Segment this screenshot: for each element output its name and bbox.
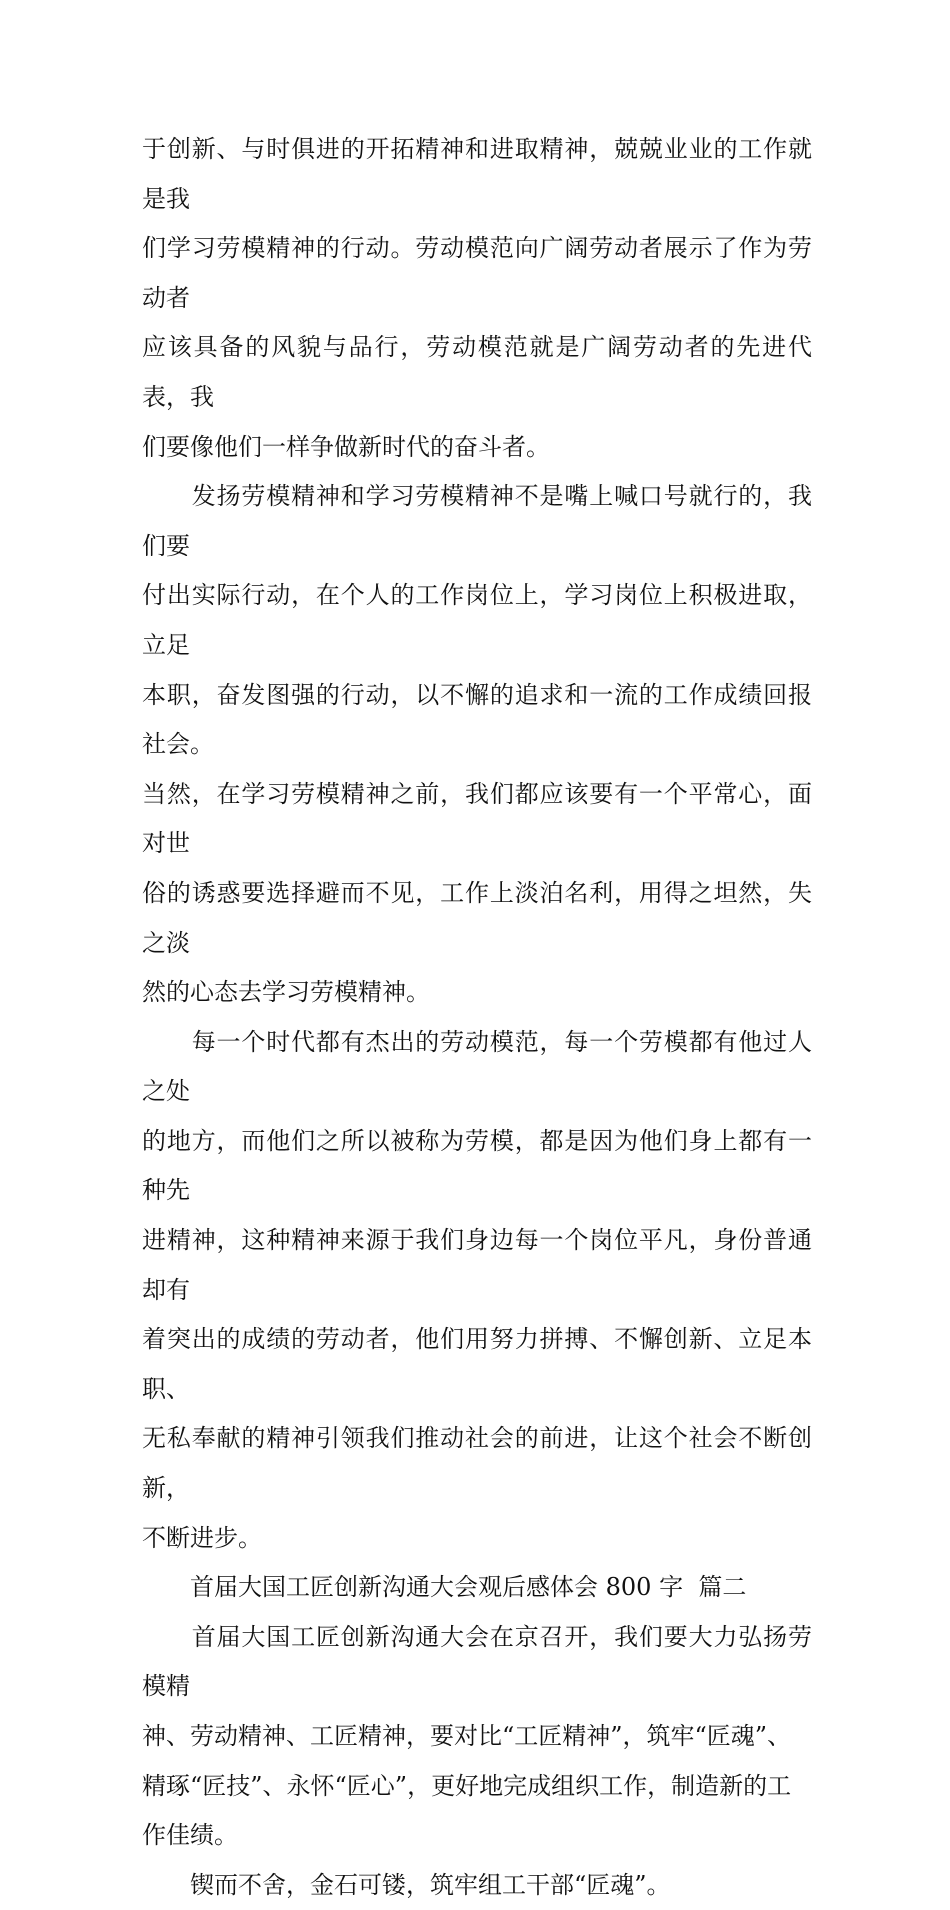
paragraph-2: [142, 472, 812, 1018]
text-line: 付出实际行动，在个人的工作岗位上，学习岗位上积极进取，立足: [142, 581, 812, 659]
text-line: 们学习劳模精神的行动。劳动模范向广阔劳动者展示了作为劳动者: [142, 234, 812, 312]
text-line: 神、劳动精神、工匠精神，要对比“工匠精神”，筑牢“匠魂”、: [142, 1722, 792, 1750]
text-line: 于创新、与时俱进的开拓精神和进取精神，兢兢业业的工作就是我: [142, 135, 812, 213]
text-line: 当然，在学习劳模精神之前，我们都应该要有一个平常心，面对世: [142, 779, 812, 858]
text-line: 本职，奋发图强的行动，以不懈的追求和一流的工作成绩回报社会。: [142, 680, 812, 759]
text-line: 作佳绩。: [142, 1821, 238, 1850]
text-line: 每一个时代都有杰出的劳动模范，每一个劳模都有他过人之处: [142, 1027, 812, 1106]
text-line: 精琢“匠技”、永怀“匠心”，更好地完成组织工作，制造新的工: [142, 1771, 792, 1800]
text-line: 首届大国工匠创新沟通大会观后感体会 800 字 篇二: [142, 1573, 747, 1602]
text-line: 们要像他们一样争做新时代的奋斗者。: [142, 432, 550, 461]
text-line: 发扬劳模精神和学习劳模精神不是嘴上喊口号就行的，我们要: [142, 482, 812, 560]
text-line: 锲而不舍，金石可镂，筑牢组工干部“匠魂”。: [142, 1870, 671, 1899]
text-line: 的地方，而他们之所以被称为劳模，都是因为他们身上都有一种先: [142, 1126, 812, 1205]
document-body: [142, 125, 812, 1910]
paragraph-1: [142, 125, 812, 472]
paragraph-5: [142, 1861, 812, 1910]
text-line: 着突出的成绩的劳动者，他们用努力拼搏、不懈创新、立足本职、: [142, 1325, 812, 1403]
text-line: 然的心态去学习劳模精神。: [142, 978, 430, 1007]
text-line: 首届大国工匠创新沟通大会在京召开，我们要大力弘扬劳模精: [142, 1622, 812, 1701]
text-line: 俗的诱惑要选择避而不见，工作上淡泊名利，用得之坦然，失之淡: [142, 878, 812, 957]
section-heading: [142, 1563, 812, 1613]
text-line: 应该具备的风貌与品行，劳动模范就是广阔劳动者的先进代表，我: [142, 333, 812, 411]
text-line: 不断进步。: [142, 1523, 262, 1552]
text-line: 进精神，这种精神来源于我们身边每一个岗位平凡，身份普通却有: [142, 1226, 812, 1304]
text-line: 无私奉献的精神引领我们推动社会的前进，让这个社会不断创新，: [142, 1424, 812, 1503]
paragraph-4: [142, 1613, 812, 1861]
paragraph-3: [142, 1018, 812, 1564]
